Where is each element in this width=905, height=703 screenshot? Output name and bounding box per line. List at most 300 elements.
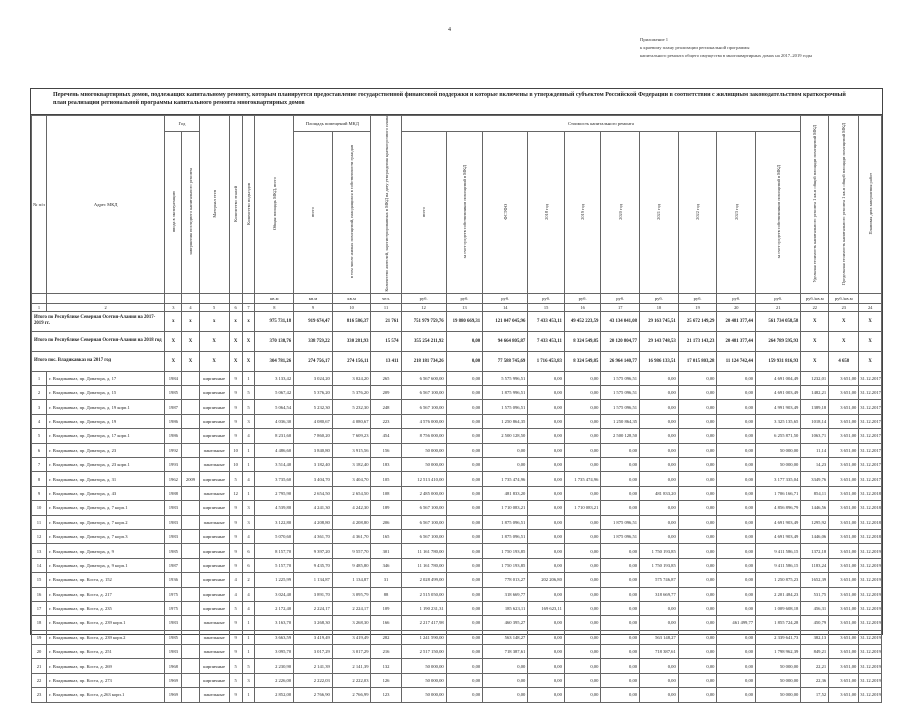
summary-cell: 25 672 149,29 (678, 311, 717, 331)
row-area: 4 486,60 (255, 443, 294, 457)
unit-2023: руб. (717, 293, 756, 303)
summary-row (32, 351, 882, 371)
row-res: 209 (371, 386, 401, 400)
summary-cell: X (859, 331, 882, 351)
row-number: 14 (32, 558, 47, 572)
row-res: 223 (371, 414, 401, 428)
row-date: 31.12.2019 (859, 573, 882, 587)
row-address: г. Владикавказ, пр. Доватора, д. 23 корп.1 (47, 457, 165, 471)
row-own: 2 222,03 (332, 673, 371, 687)
row-address: г. Владикавказ, пр. Доватора, д. 17 (47, 371, 165, 385)
row-r2022: 0,00 (678, 630, 717, 644)
row-res: 88 (371, 587, 401, 601)
row-prem: 4 080,67 (294, 414, 333, 428)
row-number: 20 (32, 645, 47, 659)
row-own2: 4 691 903,49 (756, 515, 801, 529)
row-unit: 1652,39 (801, 573, 829, 587)
row-number: 7 (32, 457, 47, 471)
row-r2020: 1 875 096,51 (601, 529, 640, 543)
row-res: 165 (371, 529, 401, 543)
row-r2021: 575 746,87 (640, 573, 679, 587)
row-r2019: 0,00 (564, 601, 601, 615)
row-res: 183 (371, 457, 401, 471)
row-r2023: 0,00 (717, 486, 756, 500)
row-floors: 9 (229, 630, 242, 644)
row-r2023: 0,00 (717, 544, 756, 558)
row-own: 3 017,29 (332, 645, 371, 659)
row-r2022: 0,00 (678, 529, 717, 543)
column-number: 12 (401, 303, 446, 311)
row-area: 2 172,40 (255, 601, 294, 615)
row-r2018: 0,00 (528, 558, 565, 572)
row-year-built: 1984 (165, 371, 182, 385)
row-area: 3 514,40 (255, 457, 294, 471)
summary-cell: X (242, 331, 255, 351)
units-row (32, 293, 882, 303)
unit-owners2: руб. (756, 293, 801, 303)
row-floors: 5 (229, 601, 242, 615)
row-r2022: 0,00 (678, 616, 717, 630)
row-number: 3 (32, 400, 47, 414)
row-r2020: 1 575 096,51 (601, 400, 640, 414)
row-entrances: 4 (242, 529, 255, 543)
row-own2: 3 177 335,04 (756, 472, 801, 486)
row-owners: 0,00 (446, 515, 483, 529)
table-row (32, 659, 882, 673)
summary-cell: 94 664 805,87 (483, 331, 528, 351)
row-prem: 5 232,30 (294, 400, 333, 414)
summary-cell: x (182, 311, 199, 331)
row-res: 108 (371, 486, 401, 500)
row-prem: 3 182,40 (294, 457, 333, 471)
table-row (32, 529, 882, 543)
appendix-line-2: к краевому плану реализации региональной программы (640, 45, 750, 50)
row-r2019: 0,00 (564, 645, 601, 659)
row-own: 9 485,80 (332, 558, 371, 572)
unit-2019: руб. (564, 293, 601, 303)
unit-2021: руб. (640, 293, 679, 303)
row-r2023: 0,00 (717, 501, 756, 515)
summary-cell: X (829, 331, 859, 351)
row-r2022: 0,00 (678, 386, 717, 400)
row-r2021: 481 833,20 (640, 486, 679, 500)
row-area: 3 735,60 (255, 472, 294, 486)
table-row (32, 645, 882, 659)
row-r2021: 0,00 (640, 501, 679, 515)
row-r2019: 0,00 (564, 486, 601, 500)
row-r2018: 0,00 (528, 400, 565, 414)
row-limit: 3 651,00 (829, 544, 859, 558)
row-fond: 0,00 (483, 688, 528, 702)
row-prem: 1 134,87 (294, 573, 333, 587)
row-r2023: 0,00 (717, 386, 756, 400)
row-r2023: 0,00 (717, 457, 756, 471)
row-prem: 2 654,50 (294, 486, 333, 500)
row-floors: 5 (229, 472, 242, 486)
summary-row (32, 331, 882, 351)
row-unit: 854,11 (801, 486, 829, 500)
summary-cell: X (165, 331, 182, 351)
row-r2020: 0,00 (601, 457, 640, 471)
row-date: 31.12.2017 (859, 414, 882, 428)
row-wall-material: кирпичные (199, 472, 229, 486)
row-year-repair (182, 659, 199, 673)
row-r2018: 0,00 (528, 371, 565, 385)
row-unit: 11,14 (801, 443, 829, 457)
row-limit: 3 651,00 (829, 601, 859, 615)
row-r2022: 0,00 (678, 587, 717, 601)
row-res: 301 (371, 544, 401, 558)
row-date: 31.12.2017 (859, 443, 882, 457)
table-row (32, 688, 882, 702)
row-year-built: 1969 (165, 688, 182, 702)
row-fond: 0,00 (483, 673, 528, 687)
row-floors: 10 (229, 457, 242, 471)
appendix-line-1: Приложение 1 (640, 37, 669, 42)
row-fond: 1 875 096,51 (483, 529, 528, 543)
row-fond: 0,00 (483, 443, 528, 457)
row-fond: 563 148,27 (483, 630, 528, 644)
row-area: 3 024,40 (255, 587, 294, 601)
row-r2018: 0,00 (528, 457, 565, 471)
summary-cell: X (165, 351, 182, 371)
row-res: 123 (371, 688, 401, 702)
row-own2: 50 000,00 (756, 443, 801, 457)
row-r2018: 169 623,11 (528, 601, 565, 615)
row-entrances: 3 (242, 414, 255, 428)
row-number: 16 (32, 587, 47, 601)
row-year-built: 1983 (165, 515, 182, 529)
row-r2022: 0,00 (678, 673, 717, 687)
document-title: Перечень многоквартирных домов, подлежащих капитальному ремонту, которым планируется предоставление государственной финансовой поддержки и которые включены в утвержденный субъектом Российской Федерации в соответствии с жилищным законодательством краткосрочный план реализации региональной программы капитального ремонта многоквартирных домов (31, 89, 882, 115)
row-limit: 3 651,00 (829, 429, 859, 443)
column-number: 9 (294, 303, 333, 311)
col-deadline-header: Плановая дата завершения работ (859, 116, 882, 294)
row-entrances: 5 (242, 659, 255, 673)
row-fond: 718 387,61 (483, 645, 528, 659)
row-fond: 481 833,20 (483, 486, 528, 500)
summary-cell: 20 120 804,77 (601, 331, 640, 351)
row-number: 13 (32, 544, 47, 558)
row-total: 2 485 000,00 (401, 486, 446, 500)
row-year-built: 1975 (165, 587, 182, 601)
row-limit: 3 651,00 (829, 558, 859, 572)
row-prem: 2 766,90 (294, 688, 333, 702)
row-own: 4 361,70 (332, 529, 371, 543)
summary-cell: X (199, 351, 229, 371)
col-residents-header: Количество жителей, зарегистрированных в МКД на дату утверждения краткосрочного плана (371, 116, 401, 294)
summary-cell: x (229, 311, 242, 331)
row-wall-material: кирпичные (199, 371, 229, 385)
row-limit: 3 651,00 (829, 630, 859, 644)
row-own: 3 024,20 (332, 371, 371, 385)
row-wall-material: кирпичные (199, 673, 229, 687)
row-wall-material: кирпичные (199, 400, 229, 414)
row-r2022: 0,00 (678, 443, 717, 457)
row-date: 31.12.2019 (859, 645, 882, 659)
summary-cell: 304 781,26 (255, 351, 294, 371)
table-row (32, 386, 882, 400)
row-r2018: 0,00 (528, 486, 565, 500)
summary-cell: X (859, 311, 882, 331)
row-year-built: 1983 (165, 645, 182, 659)
document-frame (30, 88, 883, 698)
column-number: 2 (47, 303, 165, 311)
row-year-repair (182, 400, 199, 414)
row-r2022: 0,00 (678, 515, 717, 529)
row-address: г. Владикавказ, пр. Доватора, д. 31 (47, 472, 165, 486)
row-year-repair (182, 457, 199, 471)
row-number: 23 (32, 688, 47, 702)
summary-cell: X (801, 351, 829, 371)
row-r2018: 0,00 (528, 429, 565, 443)
unit-2020: руб. (601, 293, 640, 303)
row-floors: 9 (229, 645, 242, 659)
row-year-repair (182, 486, 199, 500)
summary-cell: 330 281,93 (332, 331, 371, 351)
row-unit: 382,13 (801, 630, 829, 644)
row-year-repair (182, 386, 199, 400)
row-r2022: 0,00 (678, 601, 717, 615)
row-own2: 6 255 871,50 (756, 429, 801, 443)
unit-unit-cost: руб./кв.м (801, 293, 829, 303)
row-address: г. Владикавказ, пр. Коста, д.263 корп.1 (47, 688, 165, 702)
row-year-built: 1985 (165, 386, 182, 400)
row-date: 31.12.2018 (859, 486, 882, 500)
row-r2019: 0,00 (564, 529, 601, 543)
row-owners: 0,00 (446, 414, 483, 428)
row-owners: 0,00 (446, 630, 483, 644)
row-fond: 460 395,27 (483, 616, 528, 630)
row-total: 6 567 100,00 (401, 386, 446, 400)
row-floors: 9 (229, 501, 242, 515)
row-date: 31.12.2017 (859, 457, 882, 471)
row-number: 21 (32, 659, 47, 673)
row-number: 17 (32, 601, 47, 615)
row-owners: 0,00 (446, 659, 483, 673)
row-year-built: 1983 (165, 616, 182, 630)
row-r2022: 0,00 (678, 501, 717, 515)
row-date: 31.12.2017 (859, 371, 882, 385)
row-year-repair (182, 616, 199, 630)
row-prem: 3 840,80 (294, 443, 333, 457)
row-year-built: 1987 (165, 400, 182, 414)
row-r2019: 0,00 (564, 515, 601, 529)
row-r2022: 0,00 (678, 558, 717, 572)
row-floors: 4 (229, 587, 242, 601)
row-year-repair (182, 429, 199, 443)
col-2018-header: 2018 год (528, 131, 565, 293)
row-r2021: 0,00 (640, 414, 679, 428)
table-row (32, 443, 882, 457)
row-address: г. Владикавказ, пр. Доватора, д. 17 корп.1 (47, 429, 165, 443)
column-number: 14 (483, 303, 528, 311)
row-number: 8 (32, 472, 47, 486)
col-floors-header: Количество этажей (229, 116, 242, 294)
row-owners: 0,00 (446, 558, 483, 572)
row-unit: 3349,76 (801, 472, 829, 486)
summary-cell: 20 481 377,44 (717, 311, 756, 331)
summary-cell: 29 143 748,53 (640, 331, 679, 351)
row-r2021: 0,00 (640, 400, 679, 414)
row-floors: 9 (229, 544, 242, 558)
row-year-repair (182, 573, 199, 587)
summary-label: Итого по Республике Северная Осетия-Алания на 2017-2019 гг. (32, 311, 165, 331)
row-entrances: 6 (242, 544, 255, 558)
summary-cell: X (801, 311, 829, 331)
row-owners: 0,00 (446, 457, 483, 471)
row-r2020: 0,00 (601, 472, 640, 486)
row-wall-material: кирпичные (199, 544, 229, 558)
row-r2023: 0,00 (717, 659, 756, 673)
row-unit: 14,23 (801, 457, 829, 471)
row-unit: 22,21 (801, 659, 829, 673)
row-total: 50 000,00 (401, 443, 446, 457)
row-limit: 3 651,00 (829, 673, 859, 687)
row-r2018: 0,00 (528, 529, 565, 543)
row-r2019: 0,00 (564, 587, 601, 601)
row-prem: 3 891,70 (294, 587, 333, 601)
summary-cell: 21 761 (371, 311, 401, 331)
summary-label: Итого по Республике Северная Осетия-Алания на 2018 год (32, 331, 165, 351)
row-area: 2 852,00 (255, 688, 294, 702)
row-r2020: 1 250 864,35 (601, 414, 640, 428)
row-year-built: 1983 (165, 501, 182, 515)
row-fond: 1 710 083,21 (483, 501, 528, 515)
col-2023-header: 2023 год (717, 131, 756, 293)
header-row-groups (32, 116, 882, 132)
summary-cell: 274 756,17 (294, 351, 333, 371)
row-r2019: 0,00 (564, 371, 601, 385)
row-number: 15 (32, 573, 47, 587)
row-r2023: 0,00 (717, 673, 756, 687)
summary-cell: 121 047 045,96 (483, 311, 528, 331)
col-limit-cost-header: Предельная стоимость капитального ремонта 1 кв.м общей площади помещений МКД (829, 116, 859, 294)
summary-cell: 13 411 (371, 351, 401, 371)
row-year-repair (182, 501, 199, 515)
row-r2021: 0,00 (640, 529, 679, 543)
row-r2019: 0,00 (564, 386, 601, 400)
row-r2021: 1 750 193,85 (640, 544, 679, 558)
row-res: 216 (371, 645, 401, 659)
row-limit: 3 651,00 (829, 616, 859, 630)
row-address: г. Владикавказ, пр. Доватора, д. 7 корп.3 (47, 529, 165, 543)
row-area: 4 539,80 (255, 501, 294, 515)
row-own2: 4 691 004,49 (756, 371, 801, 385)
row-date: 31.12.2017 (859, 386, 882, 400)
row-r2019: 0,00 (564, 630, 601, 644)
row-year-built: 1993 (165, 457, 182, 471)
unit-owners: руб. (446, 293, 483, 303)
row-year-repair (182, 587, 199, 601)
row-entrances: 1 (242, 630, 255, 644)
row-r2019: 0,00 (564, 457, 601, 471)
row-fond: 1 735 474,96 (483, 472, 528, 486)
row-year-built: 1975 (165, 601, 182, 615)
col-fond-header: ФСТФО (483, 131, 528, 293)
row-r2023: 0,00 (717, 400, 756, 414)
row-year-built: 1986 (165, 429, 182, 443)
row-r2020: 1 575 096,51 (601, 386, 640, 400)
row-res: 282 (371, 630, 401, 644)
row-total: 50 000,00 (401, 673, 446, 687)
row-entrances: 1 (242, 486, 255, 500)
row-wall-material: кирпичные (199, 558, 229, 572)
row-total: 11 161 780,00 (401, 558, 446, 572)
row-limit: 3 651,00 (829, 400, 859, 414)
row-date: 31.12.2019 (859, 601, 882, 615)
row-number: 9 (32, 486, 47, 500)
row-year-repair (182, 645, 199, 659)
column-number: 15 (528, 303, 565, 311)
row-unit: 1389,18 (801, 400, 829, 414)
row-unit: 1372,18 (801, 544, 829, 558)
row-year-repair (182, 601, 199, 615)
unit-2022: руб. (678, 293, 717, 303)
row-own: 1 134,87 (332, 573, 371, 587)
table-row (32, 515, 882, 529)
row-r2023: 0,00 (717, 688, 756, 702)
row-unit: 1295,92 (801, 515, 829, 529)
table-row (32, 457, 882, 471)
unit-area: кв.м (255, 293, 294, 303)
row-own: 7 609,23 (332, 429, 371, 443)
row-r2021: 0,00 (640, 616, 679, 630)
col-cost-owners-header: за счет средств собственников помещений в МКД (446, 131, 483, 293)
summary-cell: 218 181 734,26 (401, 351, 446, 371)
row-limit: 3 651,00 (829, 457, 859, 471)
column-number: 6 (229, 303, 242, 311)
row-own: 3 915,56 (332, 443, 371, 457)
row-prem: 7 860,20 (294, 429, 333, 443)
row-prem: 5 376,20 (294, 386, 333, 400)
row-own: 3 268,30 (332, 616, 371, 630)
row-r2020: 0,00 (601, 688, 640, 702)
row-total: 1 241 590,00 (401, 630, 446, 644)
row-r2020: 0,00 (601, 630, 640, 644)
row-date: 31.12.2018 (859, 515, 882, 529)
summary-cell: X (182, 331, 199, 351)
row-r2023: 0,00 (717, 443, 756, 457)
row-own: 3 419,49 (332, 630, 371, 644)
col-premises-total-header: всего (294, 131, 333, 293)
row-number: 1 (32, 371, 47, 385)
unit-owned: кв.м (332, 293, 371, 303)
col-entrances-header: Количество подъездов (242, 116, 255, 294)
row-fond: 318 669,77 (483, 587, 528, 601)
row-floors: 9 (229, 558, 242, 572)
row-r2021: 0,00 (640, 472, 679, 486)
summary-cell: 7 433 453,11 (528, 311, 565, 331)
summary-cell: 561 734 058,58 (756, 311, 801, 331)
summary-cell: X (182, 351, 199, 371)
row-entrances: 6 (242, 558, 255, 572)
row-own2: 9 411 586,15 (756, 558, 801, 572)
row-r2022: 0,00 (678, 688, 717, 702)
column-number: 10 (332, 303, 371, 311)
summary-cell: 919 674,47 (294, 311, 333, 331)
row-total: 50 000,00 (401, 688, 446, 702)
column-number: 18 (640, 303, 679, 311)
row-address: г. Владикавказ, пр. Коста, д. 217 (47, 587, 165, 601)
row-year-repair: 2009 (182, 472, 199, 486)
row-number: 5 (32, 429, 47, 443)
column-number: 4 (182, 303, 199, 311)
row-address: г. Владикавказ, пр. Коста, д. 273 (47, 673, 165, 687)
row-wall-material: кирпичные (199, 429, 229, 443)
row-year-repair (182, 673, 199, 687)
summary-cell: X (801, 331, 829, 351)
